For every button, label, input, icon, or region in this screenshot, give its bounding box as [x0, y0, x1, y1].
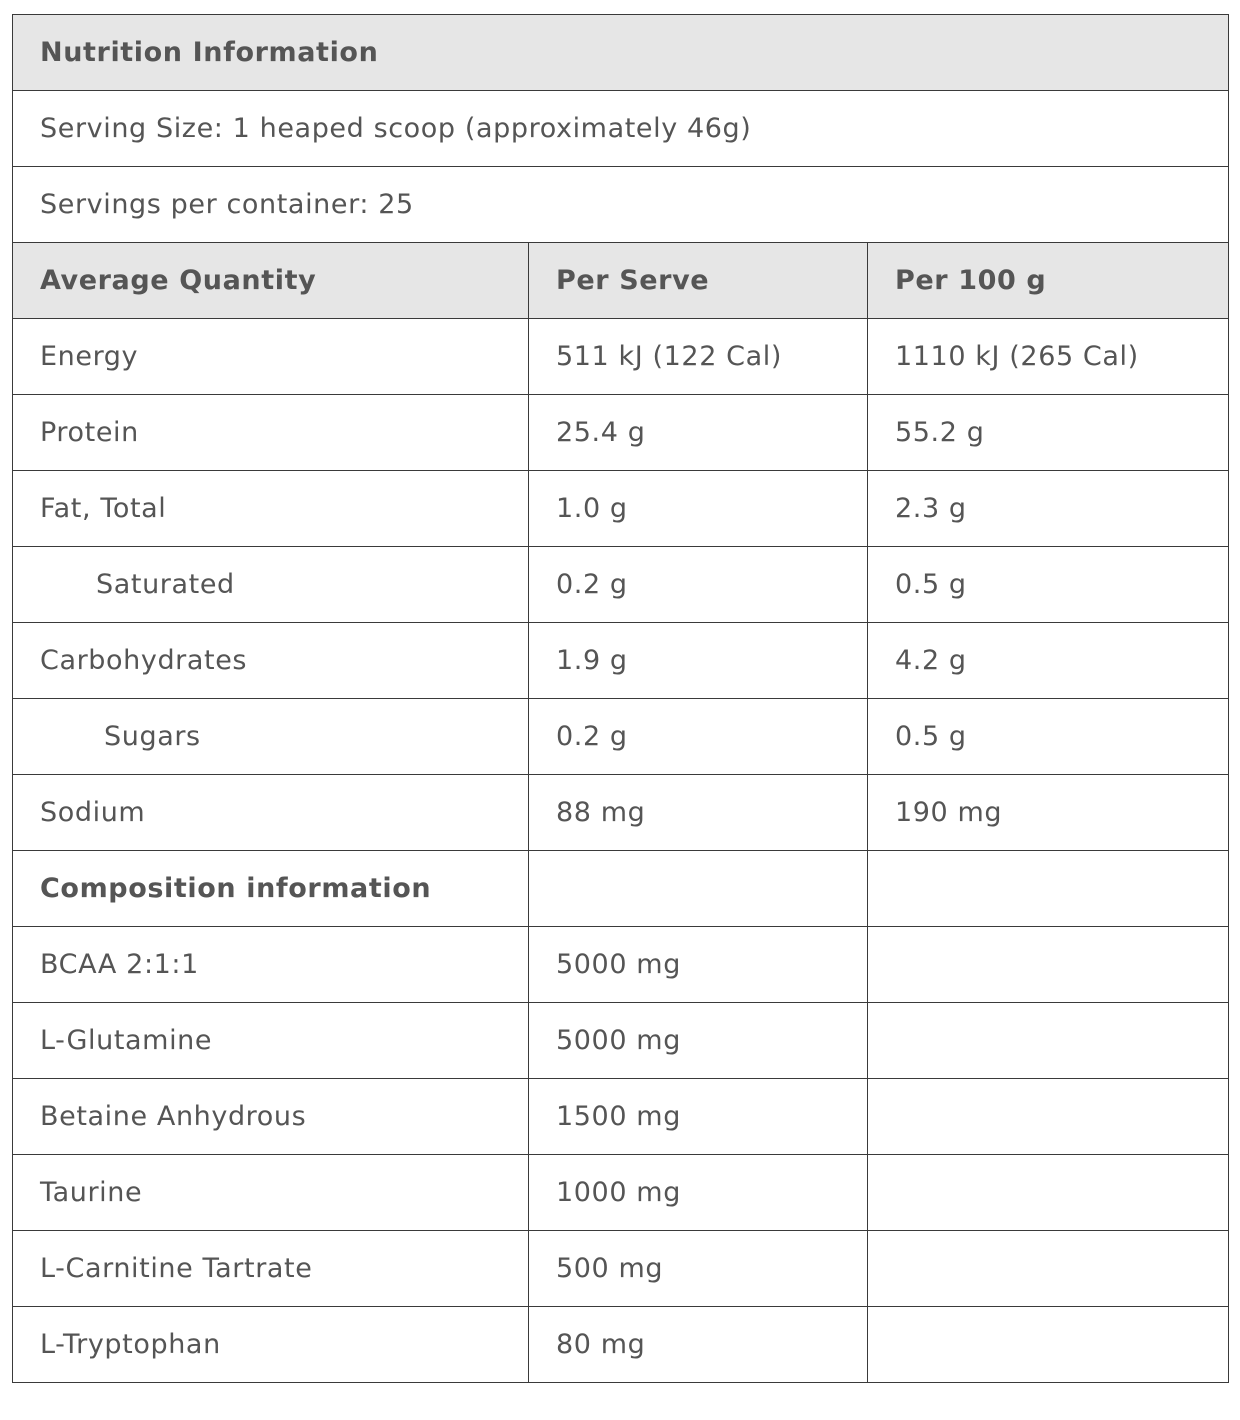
table-row	[13, 547, 1229, 623]
title-row	[13, 15, 1229, 91]
empty-cell	[868, 927, 1229, 1003]
serving-size-row	[13, 91, 1229, 167]
empty-cell	[868, 1079, 1229, 1155]
nutrition-panel	[12, 14, 1228, 1383]
empty-cell	[868, 1231, 1229, 1307]
composition-heading: Composition information	[13, 851, 529, 927]
column-header-average-quantity: Average Quantity	[13, 243, 529, 319]
per-serve-value: 0.2 g	[529, 699, 868, 775]
table-row	[13, 699, 1229, 775]
per-serve-value: 1.9 g	[529, 623, 868, 699]
column-header-per-serve: Per Serve	[529, 243, 868, 319]
ingredient-name: Taurine	[13, 1155, 529, 1231]
per-100g-value: 55.2 g	[868, 395, 1229, 471]
nutrition-table	[12, 14, 1229, 1383]
per-100g-value: 0.5 g	[868, 547, 1229, 623]
table-row	[13, 1155, 1229, 1231]
table-row	[13, 471, 1229, 547]
nutrient-name: Sodium	[13, 775, 529, 851]
empty-cell	[868, 1155, 1229, 1231]
per-serve-value: 1500 mg	[529, 1079, 868, 1155]
per-serve-value: 500 mg	[529, 1231, 868, 1307]
table-row	[13, 1003, 1229, 1079]
table-row	[13, 1231, 1229, 1307]
ingredient-name: Betaine Anhydrous	[13, 1079, 529, 1155]
per-100g-value: 4.2 g	[868, 623, 1229, 699]
nutrient-name: Protein	[13, 395, 529, 471]
ingredient-name: L-Glutamine	[13, 1003, 529, 1079]
empty-cell	[529, 851, 868, 927]
empty-cell	[868, 1307, 1229, 1383]
servings-per-container-row	[13, 167, 1229, 243]
per-serve-value: 5000 mg	[529, 1003, 868, 1079]
table-row	[13, 927, 1229, 1003]
per-serve-value: 511 kJ (122 Cal)	[529, 319, 868, 395]
per-serve-value: 1000 mg	[529, 1155, 868, 1231]
table-row	[13, 319, 1229, 395]
per-100g-value: 2.3 g	[868, 471, 1229, 547]
empty-cell	[868, 851, 1229, 927]
per-serve-value: 88 mg	[529, 775, 868, 851]
per-serve-value: 80 mg	[529, 1307, 868, 1383]
empty-cell	[868, 1003, 1229, 1079]
ingredient-name: L-Carnitine Tartrate	[13, 1231, 529, 1307]
composition-heading-row	[13, 851, 1229, 927]
per-serve-value: 0.2 g	[529, 547, 868, 623]
table-row	[13, 1307, 1229, 1383]
table-row	[13, 1079, 1229, 1155]
per-100g-value: 0.5 g	[868, 699, 1229, 775]
ingredient-name: BCAA 2:1:1	[13, 927, 529, 1003]
ingredient-name: L-Tryptophan	[13, 1307, 529, 1383]
column-header-per-100g: Per 100 g	[868, 243, 1229, 319]
column-header-row	[13, 243, 1229, 319]
servings-per-container: Servings per container: 25	[13, 167, 1229, 243]
nutrient-name: Energy	[13, 319, 529, 395]
table-row	[13, 623, 1229, 699]
panel-title: Nutrition Information	[13, 15, 1229, 91]
nutrient-name: Fat, Total	[13, 471, 529, 547]
nutrient-name: Sugars	[13, 699, 529, 775]
per-serve-value: 25.4 g	[529, 395, 868, 471]
per-100g-value: 1110 kJ (265 Cal)	[868, 319, 1229, 395]
per-serve-value: 5000 mg	[529, 927, 868, 1003]
nutrient-name: Saturated	[13, 547, 529, 623]
nutrient-name: Carbohydrates	[13, 623, 529, 699]
table-row	[13, 395, 1229, 471]
serving-size: Serving Size: 1 heaped scoop (approximately 46g)	[13, 91, 1229, 167]
per-100g-value: 190 mg	[868, 775, 1229, 851]
table-row	[13, 775, 1229, 851]
per-serve-value: 1.0 g	[529, 471, 868, 547]
